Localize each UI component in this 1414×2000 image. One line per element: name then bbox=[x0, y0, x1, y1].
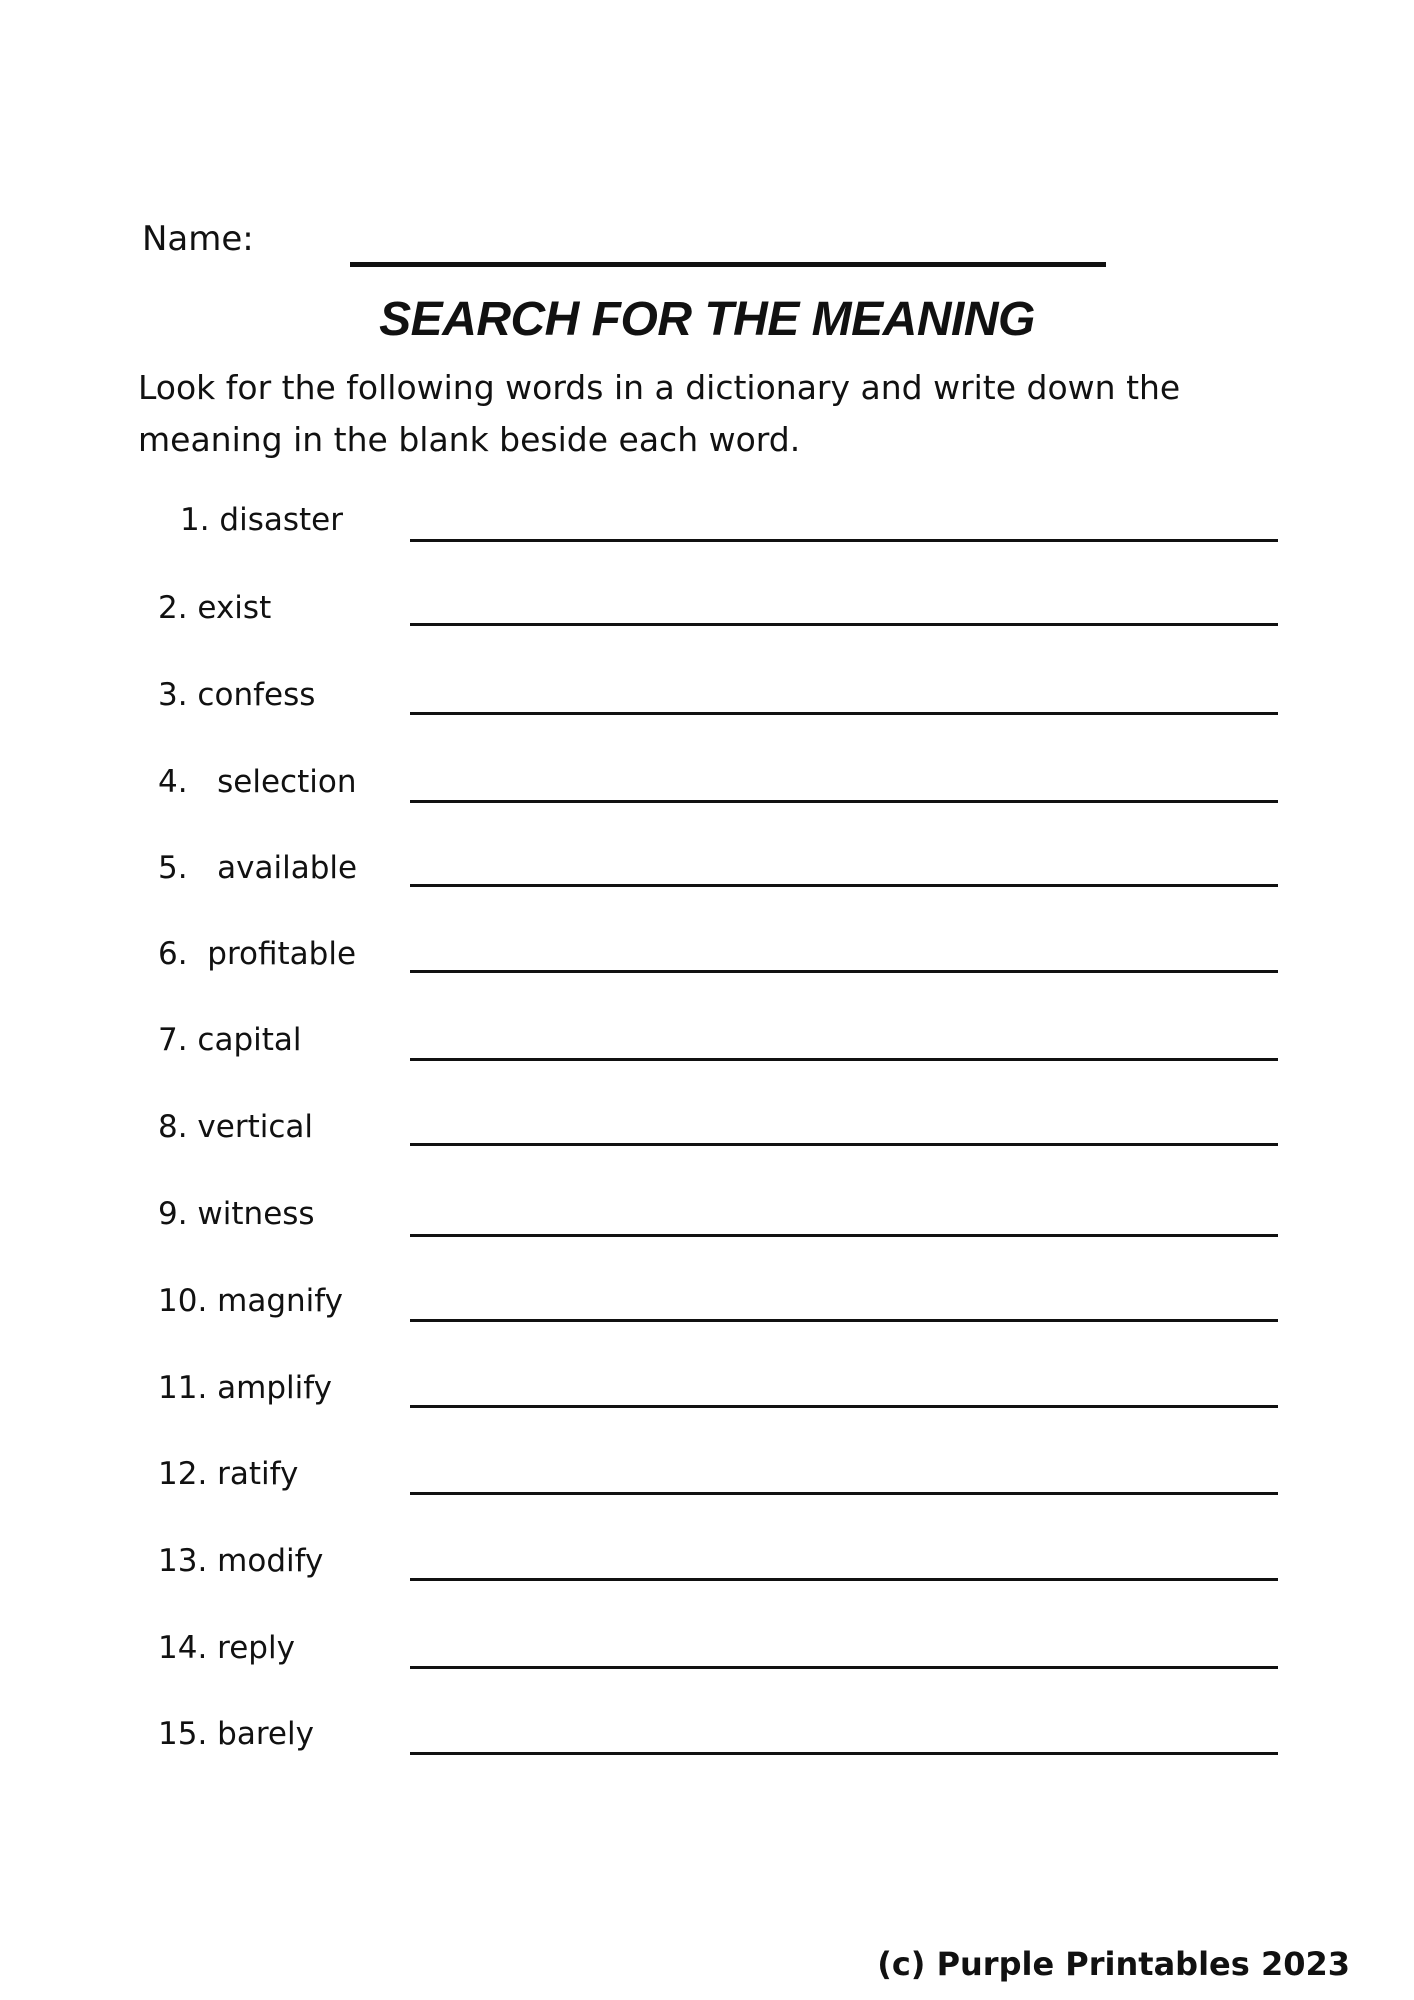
word-label: 11. amplify bbox=[158, 1370, 332, 1406]
word-item bbox=[0, 677, 1414, 740]
meaning-blank-line[interactable] bbox=[410, 1058, 1278, 1061]
word-label: 5. available bbox=[158, 850, 358, 886]
meaning-blank-line[interactable] bbox=[410, 1578, 1278, 1581]
meaning-blank-line[interactable] bbox=[410, 1666, 1278, 1669]
word-label: 3. confess bbox=[158, 677, 316, 713]
meaning-blank-line[interactable] bbox=[410, 1319, 1278, 1322]
word-item bbox=[0, 1543, 1414, 1606]
word-label: 12. ratify bbox=[158, 1456, 299, 1492]
word-item bbox=[0, 590, 1414, 653]
meaning-blank-line[interactable] bbox=[410, 539, 1278, 542]
instructions-text: Look for the following words in a dictionary and write down the meaning in the blank beside each word. bbox=[138, 368, 1181, 459]
word-label: 1. disaster bbox=[180, 502, 343, 538]
word-item bbox=[0, 1456, 1414, 1519]
word-item bbox=[0, 1109, 1414, 1172]
word-label: 8. vertical bbox=[158, 1109, 314, 1145]
word-item bbox=[0, 1630, 1414, 1693]
meaning-blank-line[interactable] bbox=[410, 970, 1278, 973]
word-label: 10. magnify bbox=[158, 1283, 344, 1319]
meaning-blank-line[interactable] bbox=[410, 1752, 1278, 1755]
meaning-blank-line[interactable] bbox=[410, 1143, 1278, 1146]
meaning-blank-line[interactable] bbox=[410, 623, 1278, 626]
word-label: 14. reply bbox=[158, 1630, 295, 1666]
word-label: 4. selection bbox=[158, 764, 357, 800]
name-blank-line[interactable] bbox=[350, 262, 1106, 267]
word-item bbox=[0, 1716, 1414, 1779]
meaning-blank-line[interactable] bbox=[410, 1405, 1278, 1408]
meaning-blank-line[interactable] bbox=[410, 712, 1278, 715]
word-label: 13. modify bbox=[158, 1543, 324, 1579]
word-label: 9. witness bbox=[158, 1196, 315, 1232]
word-item bbox=[0, 502, 1414, 565]
name-label: Name: bbox=[142, 219, 254, 259]
copyright-text: (c) Purple Printables 2023 bbox=[877, 1945, 1350, 1983]
meaning-blank-line[interactable] bbox=[410, 884, 1278, 887]
meaning-blank-line[interactable] bbox=[410, 1234, 1278, 1237]
word-label: 2. exist bbox=[158, 590, 272, 626]
word-item bbox=[0, 1283, 1414, 1346]
word-item bbox=[0, 1196, 1414, 1259]
page-title: SEARCH FOR THE MEANING bbox=[379, 293, 1035, 346]
word-label: 6. profitable bbox=[158, 936, 357, 972]
word-label: 15. barely bbox=[158, 1716, 314, 1752]
word-item bbox=[0, 764, 1414, 827]
word-item bbox=[0, 850, 1414, 913]
word-item bbox=[0, 936, 1414, 999]
word-label: 7. capital bbox=[158, 1022, 302, 1058]
meaning-blank-line[interactable] bbox=[410, 800, 1278, 803]
word-item bbox=[0, 1370, 1414, 1433]
meaning-blank-line[interactable] bbox=[410, 1492, 1278, 1495]
word-item bbox=[0, 1022, 1414, 1085]
